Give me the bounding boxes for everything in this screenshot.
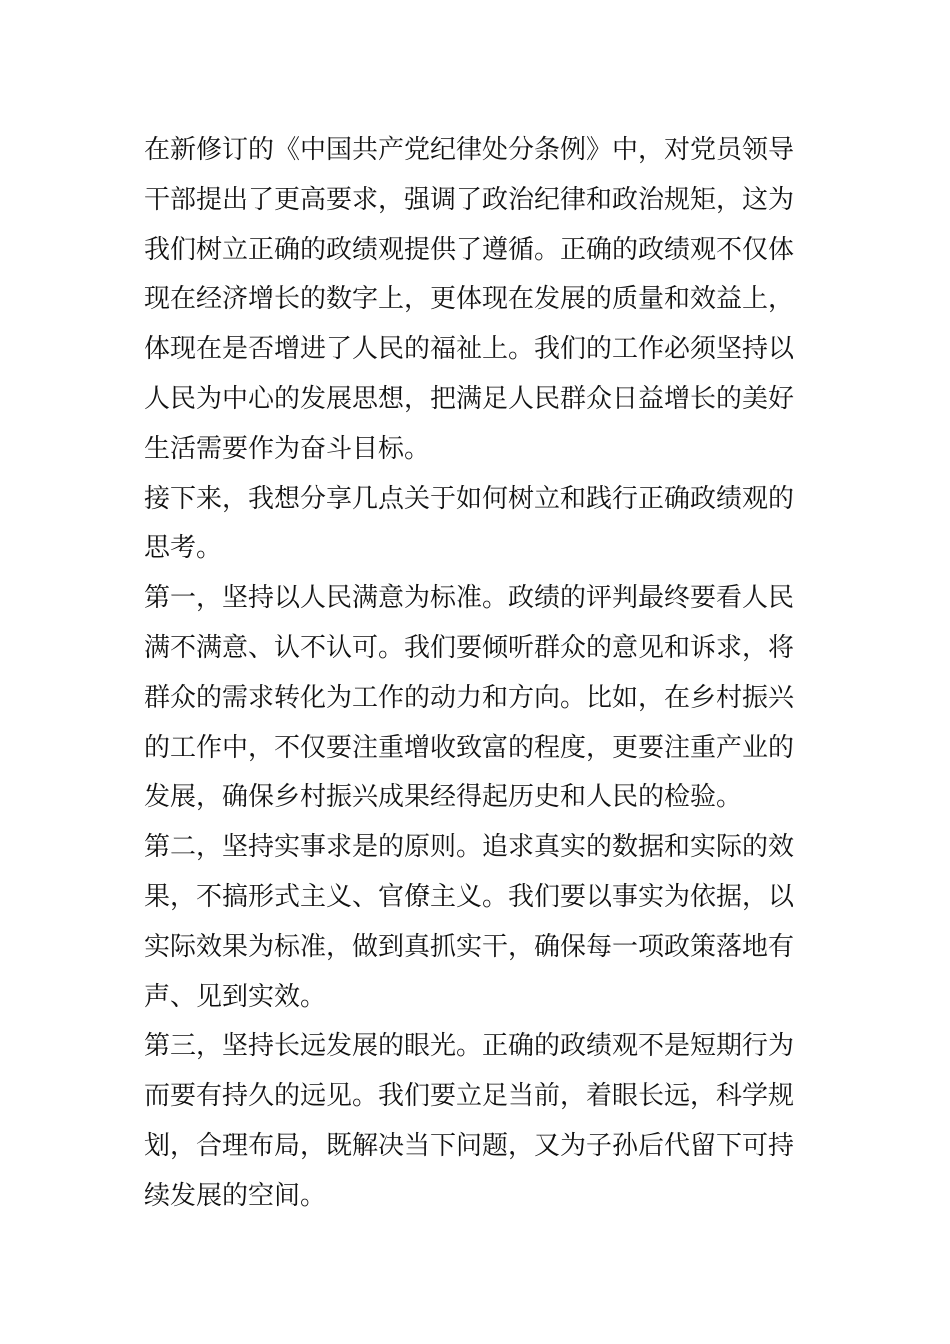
paragraph-line: 思考。 — [144, 533, 223, 564]
paragraph-line: 现在经济增长的数字上，更体现在发展的质量和效益上， — [144, 284, 795, 315]
paragraph-4 — [144, 823, 806, 1022]
paragraph-line: 第二，坚持实事求是的原则。追求真实的数据和实际的效 — [144, 832, 795, 863]
paragraph-2 — [144, 475, 806, 575]
paragraph-5 — [144, 1022, 806, 1221]
paragraph-line: 而要有持久的远见。我们要立足当前，着眼长远，科学规 — [144, 1081, 795, 1112]
paragraph-line: 生活需要作为奋斗目标。 — [144, 433, 431, 464]
paragraph-3 — [144, 574, 806, 823]
paragraph-1 — [144, 126, 806, 475]
paragraph-line: 人民为中心的发展思想，把满足人民群众日益增长的美好 — [144, 383, 795, 414]
paragraph-line: 果，不搞形式主义、官僚主义。我们要以事实为依据，以 — [144, 881, 795, 912]
paragraph-line: 声、见到实效。 — [144, 981, 327, 1012]
paragraph-line: 体现在是否增进了人民的福祉上。我们的工作必须坚持以 — [144, 334, 795, 365]
paragraph-line: 我们树立正确的政绩观提供了遵循。正确的政绩观不仅体 — [144, 234, 795, 265]
paragraph-line: 实际效果为标准，做到真抓实干，确保每一项政策落地有 — [144, 931, 795, 962]
paragraph-line: 满不满意、认不认可。我们要倾听群众的意见和诉求，将 — [144, 632, 795, 663]
paragraph-line: 干部提出了更高要求，强调了政治纪律和政治规矩，这为 — [144, 184, 795, 215]
document-body — [144, 126, 806, 1222]
paragraph-line: 接下来，我想分享几点关于如何树立和践行正确政绩观的 — [144, 483, 795, 514]
paragraph-line: 续发展的空间。 — [144, 1180, 327, 1211]
paragraph-line: 第一，坚持以人民满意为标准。政绩的评判最终要看人民 — [144, 583, 795, 614]
paragraph-line: 的工作中，不仅要注重增收致富的程度，更要注重产业的 — [144, 732, 795, 763]
paragraph-line: 第三，坚持长远发展的眼光。正确的政绩观不是短期行为 — [144, 1031, 795, 1062]
paragraph-line: 群众的需求转化为工作的动力和方向。比如，在乡村振兴 — [144, 682, 795, 713]
paragraph-line: 划，合理布局，既解决当下问题，又为子孙后代留下可持 — [144, 1130, 795, 1161]
paragraph-line: 发展，确保乡村振兴成果经得起历史和人民的检验。 — [144, 782, 743, 813]
paragraph-line: 在新修订的《中国共产党纪律处分条例》中，对党员领导 — [144, 135, 795, 165]
